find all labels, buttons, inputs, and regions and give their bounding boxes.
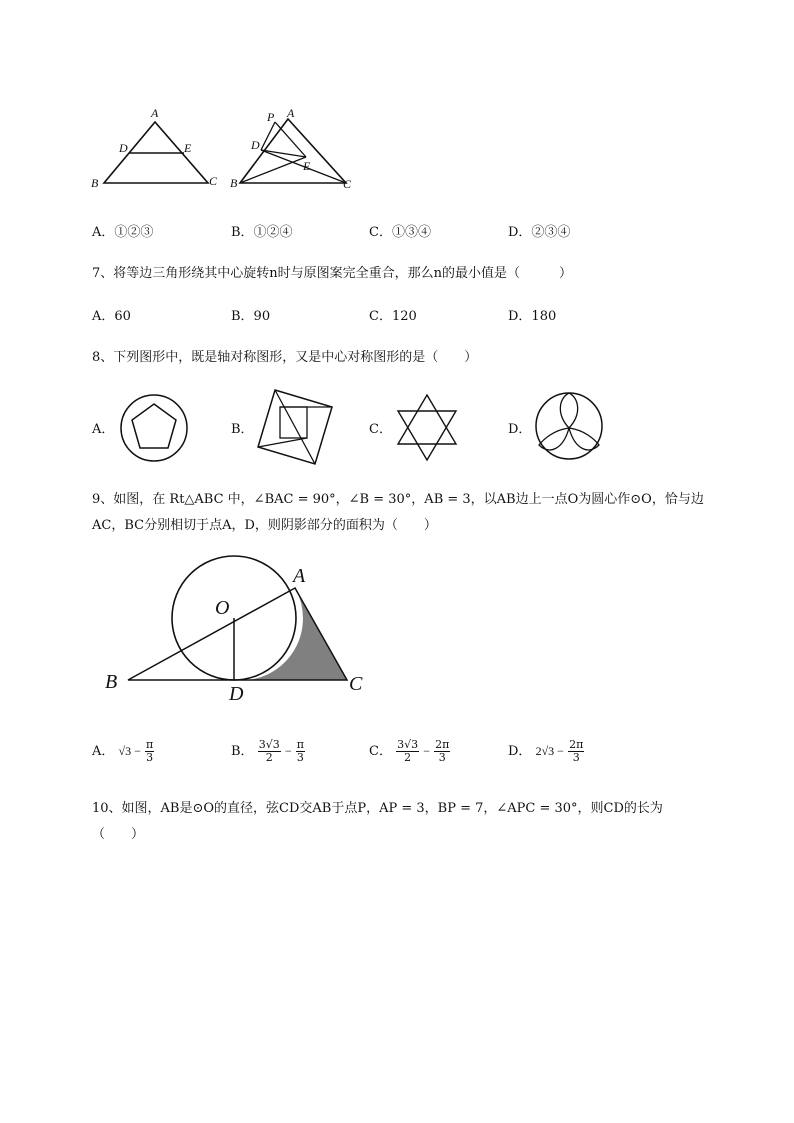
operator: − <box>284 744 292 758</box>
q6-option-b[interactable]: B．①②④ <box>231 225 293 240</box>
operator: − <box>423 744 431 758</box>
numerator: 2π <box>569 738 584 751</box>
q8-option-b[interactable]: B． <box>231 422 254 437</box>
fraction <box>258 739 281 764</box>
numerator: 3√3 <box>258 738 280 751</box>
denominator: 3 <box>438 751 446 764</box>
q7-option-d[interactable]: D．180 <box>508 309 557 324</box>
fraction <box>296 739 305 764</box>
q9-option-a[interactable] <box>92 739 154 764</box>
numerator: 2π <box>435 738 450 751</box>
denominator: 2 <box>404 751 412 764</box>
label-A: A <box>287 106 295 120</box>
option-prefix: A． <box>92 744 115 759</box>
label-P: P <box>267 110 275 124</box>
q9-option-d[interactable] <box>508 739 584 764</box>
label-C: C <box>349 673 363 695</box>
label-E: E <box>303 159 311 173</box>
q8-star-of-david-icon <box>393 392 461 464</box>
q8-stem: 8、下列图形中，既是轴对称图形，又是中心对称图形的是（ ） <box>92 350 478 365</box>
option-term: 2√3 − <box>535 744 564 758</box>
label-B: B <box>230 176 238 190</box>
option-term: √3 − <box>118 744 141 758</box>
fraction <box>568 739 584 764</box>
option-prefix: C． <box>369 744 392 759</box>
label-A: A <box>151 106 159 120</box>
denominator: 2 <box>265 751 273 764</box>
fraction <box>434 739 450 764</box>
label-D: D <box>119 141 128 155</box>
label-E: E <box>184 141 192 155</box>
q6-triangle-figure-1 <box>91 106 218 190</box>
option-prefix: B． <box>231 744 254 759</box>
q6-triangle-figure-2 <box>230 106 352 191</box>
q8-circle-pentagon-icon <box>116 390 192 466</box>
label-B: B <box>105 671 118 693</box>
numerator: 3√3 <box>397 738 419 751</box>
label-C: C <box>343 177 352 191</box>
q10-stem-line2: （ ） <box>92 827 145 842</box>
q9-stem-line1: 9、如图，在 Rt△ABC 中，∠BAC = 90°，∠B = 30°，AB = 3，以AB边上一点O为圆心作⊙O，恰与边 <box>92 492 704 507</box>
q7-option-c[interactable]: C．120 <box>369 309 417 324</box>
label-O: O <box>215 597 230 619</box>
q6-figures <box>88 100 368 195</box>
denominator: 3 <box>296 751 304 764</box>
label-D: D <box>251 138 260 152</box>
q8-option-a[interactable]: A． <box>92 422 115 437</box>
q8-rotated-squares-icon <box>256 388 336 468</box>
q9-option-c[interactable] <box>369 739 450 764</box>
label-D: D <box>229 683 244 705</box>
numerator: π <box>296 738 305 751</box>
q7-stem: 7、将等边三角形绕其中心旋转n时与原图案完全重合，那么n的最小值是（ ） <box>92 266 573 281</box>
q8-trefoil-circle-icon <box>533 390 605 462</box>
denominator: 3 <box>572 751 580 764</box>
label-C: C <box>209 174 218 188</box>
q8-option-d[interactable]: D． <box>508 422 532 437</box>
q6-option-d[interactable]: D．②③④ <box>508 225 571 240</box>
fraction <box>396 739 419 764</box>
q9-figure <box>95 550 385 710</box>
label-B: B <box>91 176 99 190</box>
q9-option-b[interactable] <box>231 739 305 764</box>
q6-option-a[interactable]: A．①②③ <box>92 225 154 240</box>
q7-option-a[interactable]: A．60 <box>92 309 131 324</box>
q10-stem-line1: 10、如图，AB是⊙O的直径，弦CD交AB于点P，AP = 3，BP = 7，∠APC = 30°，则CD的长为 <box>92 801 663 816</box>
q7-option-b[interactable]: B．90 <box>231 309 271 324</box>
q8-option-c[interactable]: C． <box>369 422 392 437</box>
label-A: A <box>293 565 306 587</box>
fraction <box>145 739 154 764</box>
numerator: π <box>146 738 154 751</box>
q9-stem-line2: AC，BC分别相切于点A，D，则阴影部分的面积为（ ） <box>92 518 437 533</box>
q6-option-c[interactable]: C．①③④ <box>369 225 431 240</box>
option-prefix: D． <box>508 744 532 759</box>
denominator: 3 <box>146 751 154 764</box>
